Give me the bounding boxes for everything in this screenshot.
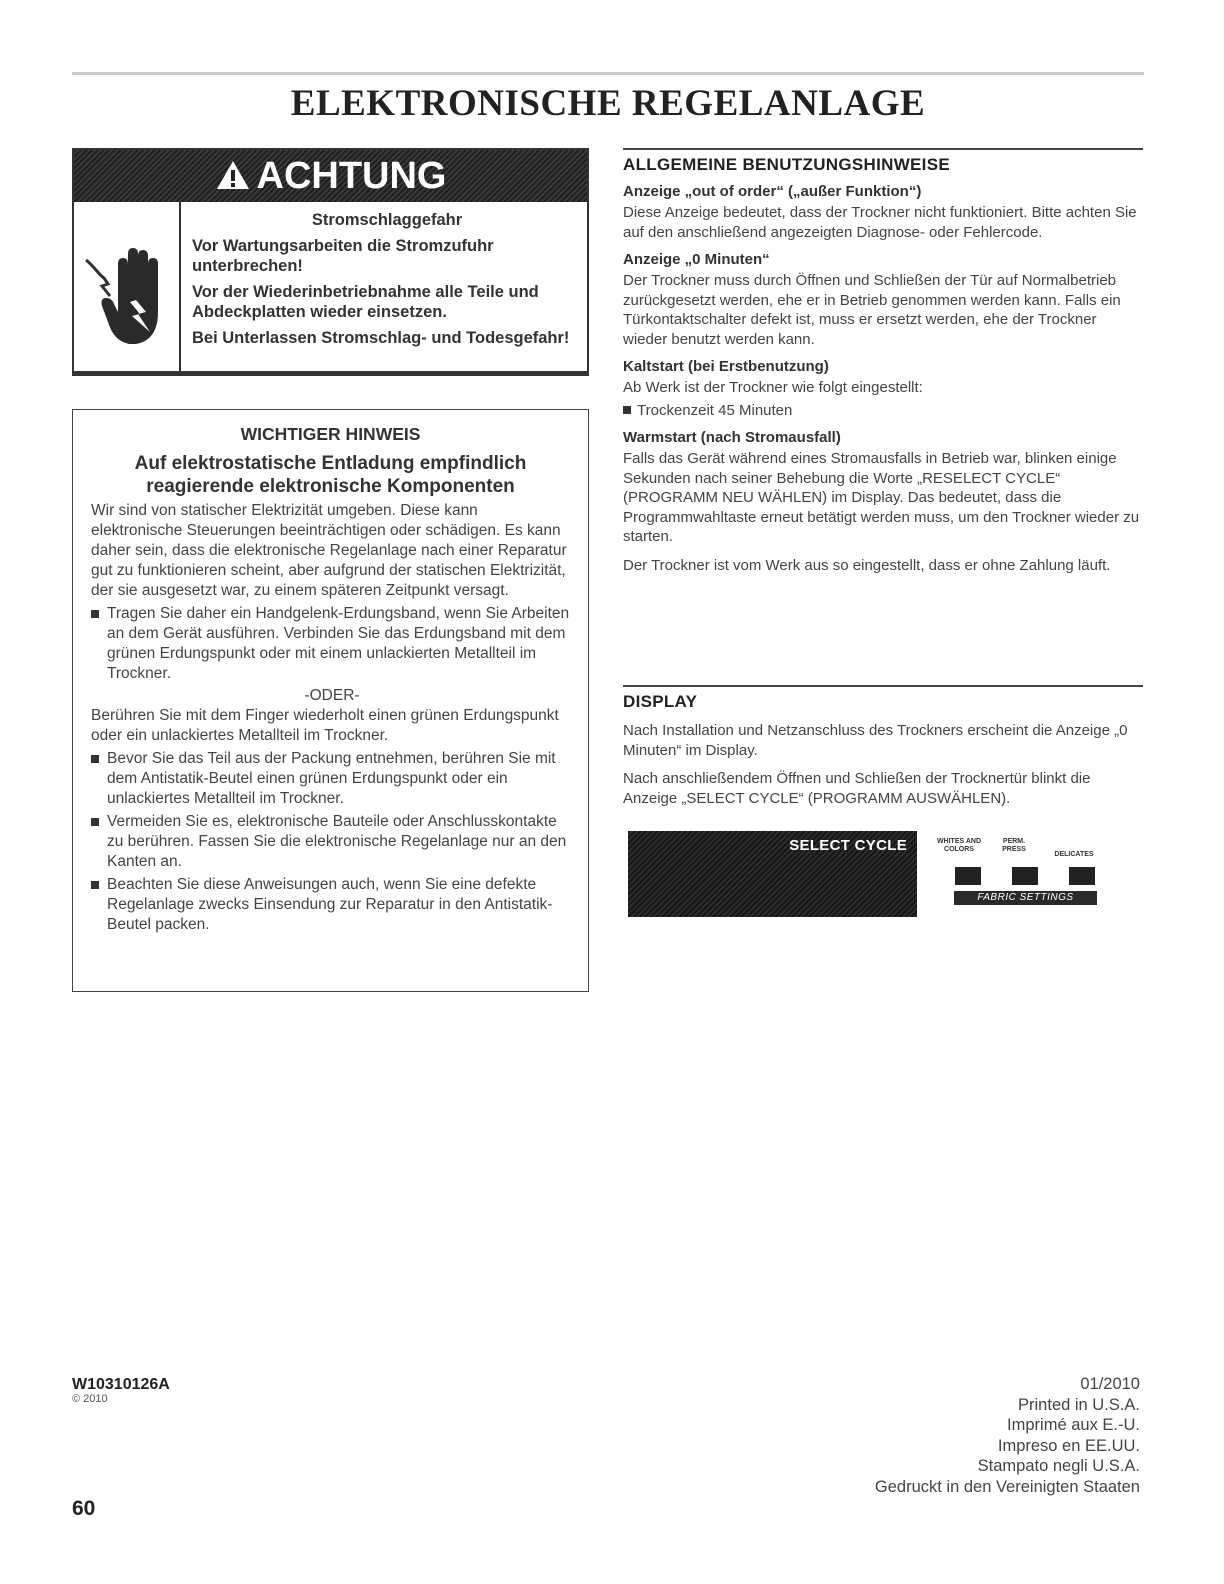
- notice-bullet: [91, 604, 573, 684]
- general-section-body: [623, 183, 1143, 584]
- footer-printed-en: Printed in U.S.A.: [1018, 1395, 1140, 1414]
- fabric-indicator-delicates: [1069, 867, 1095, 885]
- bullet-square-icon: [91, 755, 99, 763]
- fabric-indicator-whites: [955, 867, 981, 885]
- general-section-title: ALLGEMEINE BENUTZUNGSHINWEISE: [623, 155, 950, 174]
- footer-printed-es: Impreso en EE.UU.: [997, 1436, 1140, 1455]
- lcd-select-cycle-text: SELECT CYCLE: [789, 837, 907, 854]
- fabric-label-delicates: DELICATES: [1054, 851, 1094, 858]
- general-section-rule: [623, 148, 1143, 150]
- notice-intro: Wir sind von statischer Elektrizität umgeben. Diese kann elektronische Steuerungen beeinträchtigen oder schädigen. Es kann daher sein, dass die elektronische Regelanlage nach einer Reparatur gut zu funktionieren scheint, aber aufgrund der statischen Elektrizität, der sie ausgesetzt war, zu einem späteren Zeitpunkt versagt.: [91, 502, 567, 599]
- notice-bullet: [91, 749, 573, 809]
- fabric-settings-bar: FABRIC SETTINGS: [954, 891, 1097, 905]
- general-p1: Diese Anzeige bedeutet, dass der Trockner nicht funktioniert. Bitte achten Sie auf den anschließend angezeigten Diagnose- oder Fehlercode.: [623, 204, 1137, 241]
- notice-bullet-2-text: Bevor Sie das Teil aus der Packung entnehmen, berühren Sie mit dem Antistatik-Beutel einen grünen Erdungspunkt oder ein unlackiertes Metallteil im Trockner.: [107, 750, 556, 807]
- fabric-indicator-perm-press: [1012, 867, 1038, 885]
- lcd-display: [628, 831, 917, 917]
- general-bullet-text: Trockenzeit 45 Minuten: [637, 401, 793, 419]
- notice-box: [72, 409, 589, 992]
- notice-subheading: Auf elektrostatische Entladung empfindlich reagierende elektronische Komponenten: [134, 453, 527, 497]
- page-title: ELEKTRONISCHE REGELANLAGE: [290, 83, 926, 124]
- general-p3: Ab Werk ist der Trockner wie folgt eingestellt:: [623, 379, 923, 396]
- bullet-square-icon: [91, 610, 99, 618]
- general-p5: Der Trockner ist vom Werk aus so eingestellt, dass er ohne Zahlung läuft.: [623, 556, 1111, 574]
- footer-printed-de: Gedruckt in den Vereinigten Staaten: [874, 1477, 1140, 1496]
- general-h4: Warmstart (nach Stromausfall): [623, 429, 841, 446]
- warning-line-3: Bei Unterlassen Stromschlag- und Todesgefahr!: [192, 329, 570, 347]
- general-h1: Anzeige „out of order“ („außer Funktion“): [623, 183, 922, 200]
- top-rule: [72, 72, 1144, 75]
- footer-page-number: 60: [72, 1497, 96, 1520]
- notice-heading: WICHTIGER HINWEIS: [240, 424, 421, 444]
- warning-bottom-bar: [74, 371, 587, 374]
- footer-part-number: W10310126A: [72, 1376, 170, 1393]
- warning-header-label: ACHTUNG: [256, 155, 447, 197]
- notice-alt: Berühren Sie mit dem Finger wiederholt einen grünen Erdungspunkt oder ein unlackiertes Metallteil im Trockner.: [91, 707, 559, 744]
- display-p2: Nach anschließendem Öffnen und Schließen der Trocknertür blinkt die Anzeige „SELECT CYCLE“ (PROGRAMM AUSWÄHLEN).: [623, 770, 1091, 807]
- fabric-label-perm-press: PERM. PRESS: [1002, 838, 1026, 853]
- notice-body: [91, 501, 573, 935]
- display-p1: Nach Installation und Netzanschluss des Trockners erscheint die Anzeige „0 Minuten“ im Display.: [623, 722, 1128, 759]
- notice-bullet-1-text: Tragen Sie daher ein Handgelenk-Erdungsband, wenn Sie Arbeiten an dem Gerät ausführen. Verbinden Sie das Erdungsband mit dem grünen Erdungspunkt oder mit einem unlackierten Metallteil im Trockner.: [107, 605, 570, 682]
- notice-bullet-4-text: Beachten Sie diese Anweisungen auch, wenn Sie eine defekte Regelanlage zwecks Einsendung zur Reparatur in den Antistatik-Beutel packen.: [107, 876, 553, 933]
- electric-shock-hand-icon: [84, 240, 170, 350]
- general-bullet: [623, 401, 1143, 421]
- display-section-rule: [623, 685, 1143, 687]
- footer-copyright: © 2010: [72, 1393, 108, 1405]
- footer-printed-it: Stampato negli U.S.A.: [977, 1457, 1140, 1475]
- bullet-square-icon: [623, 406, 631, 414]
- display-section-body: [623, 721, 1143, 817]
- bullet-square-icon: [91, 881, 99, 889]
- warning-line-1: Vor Wartungsarbeiten die Stromzufuhr unterbrechen!: [192, 237, 494, 275]
- footer-date: 01/2010: [1080, 1375, 1140, 1393]
- notice-bullet: [91, 875, 573, 935]
- bullet-square-icon: [91, 818, 99, 826]
- warning-line-2: Vor der Wiederinbetriebnahme alle Teile und Abdeckplatten wieder einsetzen.: [192, 283, 539, 321]
- warning-icon-cell: [74, 202, 181, 374]
- warning-box: [72, 148, 589, 376]
- warning-header: [74, 150, 587, 202]
- fabric-label-whites-colors: WHITES AND COLORS: [936, 838, 982, 853]
- general-h2: Anzeige „0 Minuten“: [623, 251, 770, 268]
- warning-triangle-icon: [215, 159, 251, 191]
- warning-heading: Stromschlaggefahr: [311, 211, 463, 229]
- notice-oder: -ODER-: [304, 687, 360, 704]
- display-section-title: DISPLAY: [623, 692, 698, 711]
- notice-bullet: [91, 812, 573, 872]
- general-p4: Falls das Gerät während eines Stromausfalls in Betrieb war, blinken einige Sekunden nach seiner Behebung die Worte „RESELECT CYCLE“ (PROGRAMM NEU WÄHLEN) im Display. Das bedeutet, dass die Programmwahltaste erneut betätigt werden muss, um den Trockner wieder zu starten.: [623, 450, 1140, 545]
- general-p2: Der Trockner muss durch Öffnen und Schließen der Tür auf Normalbetrieb zurückgesetzt werden, ehe er in Betrieb genommen werden kann. Falls ein Türkontaktschalter defekt ist, muss er ersetzt werden, ehe der Trockner wieder benutzt werden kann.: [623, 272, 1121, 348]
- notice-bullet-3-text: Vermeiden Sie es, elektronische Bauteile oder Anschlusskontakte zu berühren. Fassen Sie die elektronische Regelanlage nur an den Kanten an.: [107, 813, 567, 870]
- footer-print-info: [740, 1374, 1140, 1497]
- warning-text: [192, 210, 582, 354]
- footer-printed-fr: Imprimé aux E.-U.: [1007, 1416, 1140, 1434]
- general-h3: Kaltstart (bei Erstbenutzung): [623, 358, 829, 375]
